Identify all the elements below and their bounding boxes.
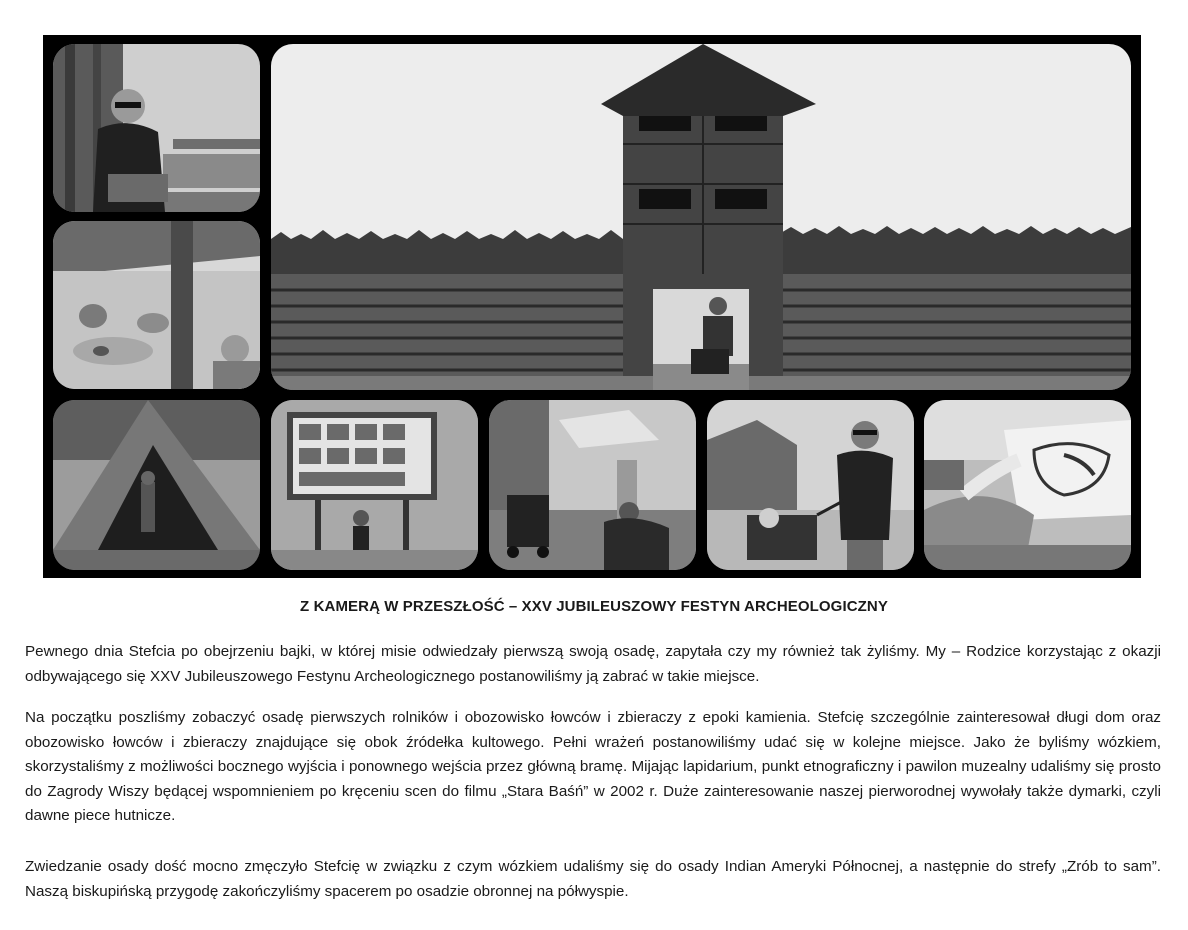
paragraph-3: Zwiedzanie osady dość mocno zmęczyło Stefcię w związku z czym wózkiem udaliśmy się do osady Indian Ameryki Północnej, a następnie do strefy „Zrób to sam”. Naszą biskupińską przygodę zakończyliśmy spacerem po osadzie obronnej na półwyspie. (25, 858, 1161, 900)
photo-fortress-gate-tower (271, 44, 1131, 390)
photo-drawing-activity (924, 400, 1131, 570)
photo-man-on-bench (53, 44, 260, 212)
photo-info-board (271, 400, 478, 570)
paragraph-2: Na początku poszliśmy zobaczyć osadę pierwszych rolników i obozowisko łowców i zbieraczy z epoki kamienia. Stefcię szczególnie zainteresował długi dom oraz obozowisko łowców i zbieraczy znajdujące się obok źródełka kultowego. Pełni wrażeń postanowiliśmy udać się w kolejne miejsce. Jako że byliśmy wózkiem, skorzystaliśmy z możliwości bocznego wyjścia i ponownego wejścia przez główną bramę. Mijając lapidarium, punkt etnograficzny i pawilon muzealny udaliśmy się prosto do Zagrody Wiszy będącej wspomnieniem po kręceniu scen do filmu „Stara Baśń” w 2002 r. Duże zainteresowanie naszej pierworodnej wywołały także dymarki, czyli dawne piece hutnicze. (25, 709, 1161, 824)
paragraph-1: Pewnego dnia Stefcia po obejrzeniu bajki, w której misie odwiedzały pierwszą swoją osadę, zapytała czy my również tak żyliśmy. My – Rodzice korzystając z okazji odbywającego się XXV Jubileuszowego Festynu Archeologicznego postanowiliśmy ją zabrać w takie miejsce. (25, 643, 1161, 685)
article-title: Z KAMERĄ W PRZESZŁOŚĆ – XXV JUBILEUSZOWY FESTYN ARCHEOLOGICZNY (300, 598, 888, 615)
photo-clay-pots-hut (53, 221, 260, 389)
photo-man-with-stroller (707, 400, 914, 570)
photo-thatched-shelter (53, 400, 260, 570)
photo-collage (43, 35, 1141, 578)
photo-stroller-in-garden (489, 400, 696, 570)
